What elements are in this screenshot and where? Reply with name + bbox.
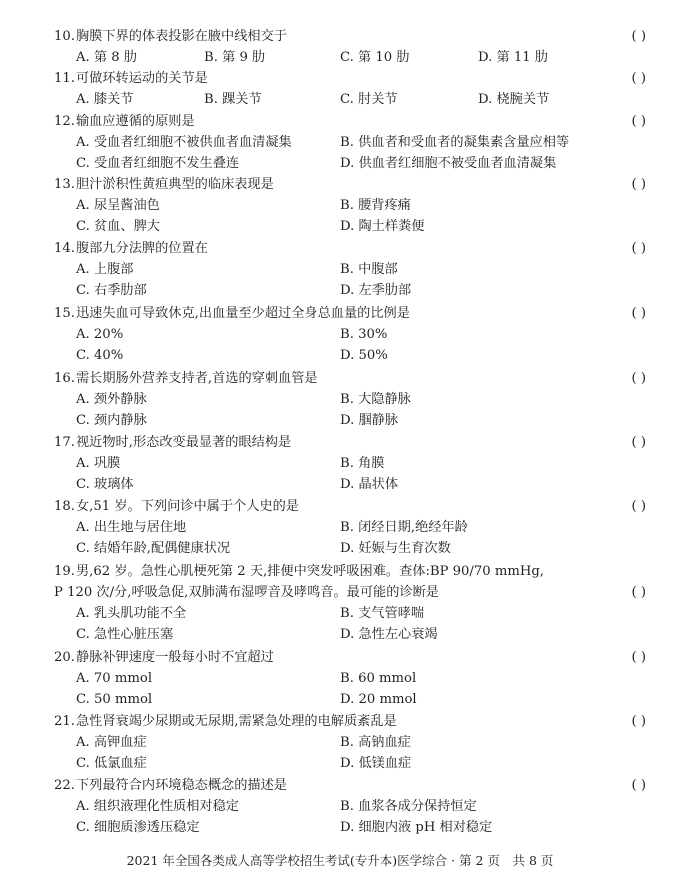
options-row xyxy=(54,624,650,645)
answer-blank: ( ) xyxy=(631,71,646,86)
option-c: C. 玻璃体 xyxy=(76,477,134,492)
option-a: A. 受血者红细胞不被供血者血清凝集 xyxy=(76,135,292,150)
option-b: B. 大隐静脉 xyxy=(340,392,411,407)
answer-blank: ( ) xyxy=(631,371,646,386)
options-row xyxy=(54,345,650,366)
options-row xyxy=(54,324,650,345)
option-a: A. 70 mmol xyxy=(76,671,153,686)
option-b: B. 支气管哮喘 xyxy=(340,606,425,621)
option-c: C. 受血者红细胞不发生叠连 xyxy=(76,156,240,171)
options-row xyxy=(54,410,650,431)
option-a: A. 组织液理化性质相对稳定 xyxy=(76,799,239,814)
answer-blank: ( ) xyxy=(631,778,646,793)
answer-blank: ( ) xyxy=(631,585,646,600)
option-b: B. 30% xyxy=(340,327,388,342)
option-a: A. 第 8 肋 xyxy=(76,50,138,65)
option-b: B. 第 9 肋 xyxy=(204,50,266,65)
answer-blank: ( ) xyxy=(631,650,646,665)
options-row xyxy=(54,195,650,216)
option-c: C. 结婚年龄,配偶健康状况 xyxy=(76,541,231,556)
options-row xyxy=(54,668,650,689)
question-stem: 11.可做环转运动的关节是 ( ) xyxy=(54,68,650,89)
options-row xyxy=(54,603,650,624)
option-a: A. 出生地与居住地 xyxy=(76,520,187,535)
answer-blank: ( ) xyxy=(631,306,646,321)
options-row xyxy=(54,732,650,753)
option-b: B. 踝关节 xyxy=(204,92,262,107)
option-a: A. 上腹部 xyxy=(76,262,134,277)
option-b: B. 供血者和受血者的凝集素含量应相等 xyxy=(340,135,570,150)
question-20 xyxy=(54,647,650,710)
option-c: C. 40% xyxy=(76,348,124,363)
options-row xyxy=(54,817,650,838)
option-c: C. 肘关节 xyxy=(340,92,398,107)
page-footer: 2021 年全国各类成人高等学校招生考试(专升本)医学综合 · 第 2 页 共 8 页 xyxy=(126,853,554,868)
answer-blank: ( ) xyxy=(631,29,646,44)
options-row xyxy=(54,89,650,110)
option-b: B. 60 mmol xyxy=(340,671,417,686)
option-b: B. 高钠血症 xyxy=(340,735,411,750)
options-row xyxy=(54,517,650,538)
option-d: D. 陶土样粪便 xyxy=(340,219,425,234)
answer-blank: ( ) xyxy=(631,177,646,192)
question-15 xyxy=(54,303,650,366)
option-d: D. 低镁血症 xyxy=(340,756,412,771)
question-stem: 14.腹部九分法脾的位置在 ( ) xyxy=(54,238,650,259)
option-d: D. 20 mmol xyxy=(340,692,417,707)
options-row xyxy=(54,259,650,280)
options-row xyxy=(54,153,650,174)
option-c: C. 细胞质渗透压稳定 xyxy=(76,820,200,835)
option-a: A. 20% xyxy=(76,327,124,342)
option-d: D. 腘静脉 xyxy=(340,413,399,428)
option-d: D. 晶状体 xyxy=(340,477,399,492)
options-row xyxy=(54,280,650,301)
question-13 xyxy=(54,174,650,237)
option-a: A. 乳头肌功能不全 xyxy=(76,606,187,621)
option-c: C. 第 10 肋 xyxy=(340,50,410,65)
question-11 xyxy=(54,68,650,110)
question-stem: 12.输血应遵循的原则是 ( ) xyxy=(54,111,650,132)
option-b: B. 闭经日期,绝经年龄 xyxy=(340,520,468,535)
option-a: A. 膝关节 xyxy=(76,92,134,107)
option-c: C. 急性心脏压塞 xyxy=(76,627,174,642)
answer-blank: ( ) xyxy=(631,499,646,514)
options-row xyxy=(54,796,650,817)
question-stem: 10.胸膜下界的体表投影在腋中线相交于 ( ) xyxy=(54,26,650,47)
options-row xyxy=(54,216,650,237)
option-a: A. 高钾血症 xyxy=(76,735,147,750)
question-stem: 16.需长期肠外营养支持者,首选的穿刺血管是 ( ) xyxy=(54,368,650,389)
options-row xyxy=(54,132,650,153)
option-d: D. 左季肋部 xyxy=(340,283,412,298)
option-d: D. 第 11 肋 xyxy=(478,50,549,65)
question-18 xyxy=(54,496,650,559)
option-c: C. 颈内静脉 xyxy=(76,413,147,428)
option-d: D. 急性左心衰竭 xyxy=(340,627,438,642)
answer-blank: ( ) xyxy=(631,435,646,450)
answer-blank: ( ) xyxy=(631,114,646,129)
answer-blank: ( ) xyxy=(631,241,646,256)
option-c: C. 50 mmol xyxy=(76,692,153,707)
option-c: C. 右季肋部 xyxy=(76,283,147,298)
question-14 xyxy=(54,238,650,301)
question-stem-continued: P 120 次/分,呼吸急促,双肺满布湿啰音及哮鸣音。最可能的诊断是 ( ) xyxy=(54,582,650,603)
question-stem: 20.静脉补钾速度一般每小时不宜超过 ( ) xyxy=(54,647,650,668)
options-row xyxy=(54,389,650,410)
question-16 xyxy=(54,368,650,431)
question-17 xyxy=(54,432,650,495)
option-a: A. 巩膜 xyxy=(76,456,121,471)
option-d: D. 供血者红细胞不被受血者血清凝集 xyxy=(340,156,557,171)
question-stem: 19.男,62 岁。急性心肌梗死第 2 天,排便中突发呼吸困难。查体:BP 90/70 mmHg, xyxy=(54,564,544,579)
options-row xyxy=(54,538,650,559)
option-c: C. 贫血、脾大 xyxy=(76,219,160,234)
question-stem: 18.女,51 岁。下列问诊中属于个人史的是 ( ) xyxy=(54,496,650,517)
option-d: D. 细胞内液 pH 相对稳定 xyxy=(340,820,493,835)
option-c: C. 低氯血症 xyxy=(76,756,147,771)
question-stem: 13.胆汁淤积性黄疸典型的临床表现是 ( ) xyxy=(54,174,650,195)
option-b: B. 中腹部 xyxy=(340,262,398,277)
options-row xyxy=(54,474,650,495)
question-21 xyxy=(54,711,650,774)
question-12 xyxy=(54,111,650,174)
option-d: D. 桡腕关节 xyxy=(478,92,550,107)
options-row xyxy=(54,453,650,474)
question-19 xyxy=(54,561,650,645)
option-a: A. 颈外静脉 xyxy=(76,392,147,407)
question-stem: 22.下列最符合内环境稳态概念的描述是 ( ) xyxy=(54,775,650,796)
question-10 xyxy=(54,26,650,68)
option-d: D. 50% xyxy=(340,348,388,363)
option-b: B. 角膜 xyxy=(340,456,385,471)
question-22 xyxy=(54,775,650,838)
options-row xyxy=(54,47,650,68)
options-row xyxy=(54,689,650,710)
question-stem: 21.急性肾衰竭少尿期或无尿期,需紧急处理的电解质紊乱是 ( ) xyxy=(54,711,650,732)
question-stem: 17.视近物时,形态改变最显著的眼结构是 ( ) xyxy=(54,432,650,453)
option-d: D. 妊娠与生育次数 xyxy=(340,541,451,556)
option-b: B. 血浆各成分保持恒定 xyxy=(340,799,477,814)
option-a: A. 尿呈酱油色 xyxy=(76,198,160,213)
options-row xyxy=(54,753,650,774)
question-stem: 15.迅速失血可导致休克,出血量至少超过全身总血量的比例是 ( ) xyxy=(54,303,650,324)
answer-blank: ( ) xyxy=(631,714,646,729)
option-b: B. 腰背疼痛 xyxy=(340,198,411,213)
